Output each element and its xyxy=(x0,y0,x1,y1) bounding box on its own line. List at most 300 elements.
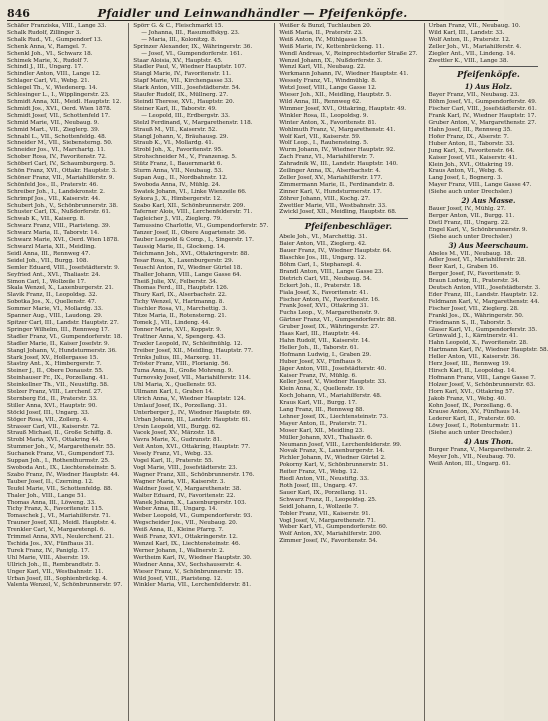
subsection-heading: 1) Aus Holz. xyxy=(464,82,513,92)
list-item: Abeles M., VII., Neubaug. 18. xyxy=(428,250,513,257)
list-item: Tröster Franz, VIII., Florianig. 56. xyxy=(133,361,231,368)
list-item: Strohschneider M., V., Franzensg. 5. xyxy=(133,154,237,161)
list-item: Schindler Anton, VIII., Lange 12. xyxy=(7,71,101,78)
list-item: Müller Johann, XVI., Thaliastr. 6. xyxy=(279,434,373,441)
section-heading: Pfeifenbeschläger. xyxy=(304,222,393,233)
list-item: Trattner Anna, V., Spengerg. 43. xyxy=(133,333,226,340)
list-item: Stangl Johann, V., Bräuhausg. 29. xyxy=(133,133,229,140)
page-number: 846 xyxy=(7,7,30,20)
list-item: Umlauf Josef, IX., Porzellang. 31. xyxy=(133,402,227,409)
list-item: Ullrich Joh., II., Rembrandtstr. 5. xyxy=(7,561,101,568)
list-item: Kaiser Franz, IV., Mühlg. 6. xyxy=(279,372,357,379)
list-item: Jäger Anton, VIII., Josefstädterstr. 40. xyxy=(279,365,387,372)
list-item: Schneider Jos., VI., Marchartg. 11. xyxy=(7,147,106,154)
list-item: Wendl Andreas, V., Reinprechtsdorfer Straße 27. xyxy=(279,50,418,57)
list-item: Unterberger J., IV., Wiedner Hauptstr. 69. xyxy=(133,409,252,416)
list-item: Ziegler Ant., VII., Lindeng. 14. xyxy=(428,50,516,57)
list-item: Tischler Rosa, VI., Marchettig. 3. xyxy=(133,306,228,313)
list-item: Stastny Ant., X., Himbergerstr. 7. xyxy=(7,361,102,368)
list-item: Semler Eduard, VIII., Josefstädterstr. 9. xyxy=(7,264,120,271)
list-item: Vavra Marie, X., Gudrunstr. 81. xyxy=(133,437,222,444)
list-item: Hahn Josef, III., Rennweg 35. xyxy=(428,126,512,133)
list-item: (Siehe auch unter Drechsler.) xyxy=(428,189,513,196)
list-item: Huber Josef, XV., Fünfhaus 9. xyxy=(279,358,363,365)
list-item: Zach Franz, VI., Mariahilferstr. 7. xyxy=(279,154,375,161)
list-item: Eckert Joh., II., Praterstr. 18. xyxy=(279,282,362,289)
list-item: Zinner Karl, V., Hundsturmerstr. 17. xyxy=(279,188,382,195)
list-item: Schwarz Marie, XVI., Oerd. Wien 1878. xyxy=(7,237,119,244)
list-item: Stadler Franz, VI., Gumpendorferstr. 18. xyxy=(7,333,123,340)
list-item: Hofer Franz, IX., Alserstr. 7. xyxy=(428,133,509,140)
list-item: Moser Karl, XII., Meidling 23. xyxy=(279,427,364,434)
list-item: — Maria, III., Kolonitzg. 8. xyxy=(141,36,217,43)
list-item: Wimmer Josef, XVI., Ottakring, Hauptstr. 49. xyxy=(279,105,407,112)
list-item: Wagner Franz, XII., Schönbrunnerstr. 176. xyxy=(133,471,255,478)
list-item: Sternberg Ed., II., Praterstr. 33. xyxy=(7,395,98,402)
list-item: Schwarz Franz, VIII., Piaristeng. 39. xyxy=(7,223,111,230)
list-item: Schlager Carl, VI., Webg. 21. xyxy=(7,78,90,85)
list-item: Meyer Joh., VII., Neubaug. 70. xyxy=(428,453,516,460)
list-item: Valenta Wenzel, V., Schönbrunnerstr. 97. xyxy=(7,582,123,589)
list-item: Blaschke Jos., III., Ungarg. 12. xyxy=(279,255,367,262)
list-item: Seidl Anna, III., Rennweg 47. xyxy=(7,250,91,257)
list-item: Neumann Josef, VIII., Lerchenfelderstr. 99. xyxy=(279,441,402,448)
list-item: Wiedner Anna, XV., Sechshauserstr. 4. xyxy=(133,561,242,568)
list-item: Braun Ludwig, II., Praterstr. 34. xyxy=(428,278,520,285)
list-item: Zöhrer Johann, VIII., Kochg. 27. xyxy=(279,195,370,202)
list-item: Trimmel Anna, XVI., Neulerchenf. 21. xyxy=(7,534,114,541)
list-item: Tonner Marie, XVI., Koppstr. 9. xyxy=(133,326,222,333)
list-item: Schön Franz, XVI., Ottakr. Hauptstr. 3. xyxy=(7,168,117,175)
list-item: Novak Franz, X., Laxenburgerstr. 14. xyxy=(279,448,385,455)
list-item: Schöner Franz, VII., Mariahilferstr. 9. xyxy=(7,174,115,181)
list-item: Simon Carl, I., Wollzeile 17. xyxy=(7,278,86,285)
list-item: Sykora J., X., Himbergerstr. 12. xyxy=(133,195,222,202)
list-item: Tauber Leopold & Comp., I., Singerstr. 17. xyxy=(133,237,254,244)
list-item: Waldner Josef, V., Margarethenstr. 38. xyxy=(133,485,242,492)
column-3 xyxy=(274,23,417,721)
list-item: Trauner Josef, XII., Meidl. Hauptstr. 4. xyxy=(7,520,116,527)
list-item: Stütz Franz, I., Bauernmarkt 6. xyxy=(133,161,223,168)
list-item: Wanek Johann, X., Laxenburgerstr. 103. xyxy=(133,499,247,506)
list-item: Friedmann S., II., Taborstr. 5. xyxy=(428,319,513,326)
list-item: Jung Karl, X., Favoritenstr. 64. xyxy=(428,147,515,154)
list-item: Thomas Ferd., III., Hauptstr. 126. xyxy=(133,285,229,292)
list-item: Zeller Josef, XV., Mariahilferstr. 177. xyxy=(279,174,383,181)
list-item: Vesely Franz, VI., Webg. 33. xyxy=(133,451,213,458)
list-item: Engel Karl, V., Schönbrunnerstr. 9. xyxy=(428,226,528,233)
list-item: Strauß M., VII., Kaiserstr. 52. xyxy=(133,126,217,133)
list-item: Hahn Leopold, X., Favoritenstr. 28. xyxy=(428,340,528,347)
list-item: Schindl J., III., Ungarg. 17. xyxy=(7,64,83,71)
list-item: Treiber Josef, XII., Meidling, Hauptstr. 77. xyxy=(133,347,253,354)
list-item: Thaler Joh., VIII., Lange 51. xyxy=(7,492,86,499)
list-item: Wegscheider Jos., VII., Neubaug. 20. xyxy=(133,520,238,527)
list-item: Riedl Anton, VII., Neustiftg. 33. xyxy=(279,476,369,483)
list-item: Schneider M., VII., Siebensterng. 50. xyxy=(7,140,113,147)
list-item: Heller Anton, VII., Kaiserstr. 36. xyxy=(428,354,520,361)
list-item: Uhl Marie, VIII., Alserstr. 19. xyxy=(7,554,90,561)
list-item: Ursin Leopold, VII., Burgg. 62. xyxy=(133,423,221,430)
list-item: Ulrich Anna, V., Wiedner Hauptstr. 124. xyxy=(133,395,246,402)
list-item: Wolf Anton, II., Praterstr. 12. xyxy=(428,36,511,43)
list-item: Stummer Joh., V., Margarethenstr. 55. xyxy=(7,444,115,451)
list-item: Zeilinger Anna, IX., Alserbachstr. 4. xyxy=(279,168,381,175)
list-item: Wurm Johann, IV., Wiedner Hauptstr. 92. xyxy=(279,147,395,154)
list-item: Teichmann Joh., XVI., Ottakringerstr. 88. xyxy=(133,250,250,257)
list-item: Zeller Joh., VI., Mariahilferstr. 4. xyxy=(428,43,522,50)
list-item: Schober Rosa, IV., Favoritenstr. 72. xyxy=(7,154,107,161)
column-2 xyxy=(128,23,268,721)
list-item: Sommer Marie, VI., Mollardg. 33. xyxy=(7,306,103,313)
list-item: Herz Josef, III., Rennweg 19. xyxy=(428,361,511,368)
list-item: Lehner Josef, IX., Liechtensteinstr. 73. xyxy=(279,413,388,420)
list-item: Stangl Marie, IV., Favoritenstr. 11. xyxy=(133,71,231,78)
list-item: Heller Joh., II., Taborstr. 61. xyxy=(279,344,359,351)
list-item: Steinkellner Th., VII., Neustiftg. 58. xyxy=(7,382,109,389)
list-item: Schmid Mart., VII., Zieglerg. 39. xyxy=(7,126,100,133)
list-item: Weiß Franz, XVI., Ottakringerstr. 12. xyxy=(133,534,238,541)
list-item: Schalk Rudolf, Zillinger 3. xyxy=(7,29,82,36)
list-item: Tuma Anna, II., Große Mohreng. 9. xyxy=(133,368,234,375)
list-item: Tschida Jos., XV., Fünfhaus 31. xyxy=(7,540,94,547)
list-item: Wolf Leop., I., Rauhensteing. 5. xyxy=(279,140,369,147)
list-item: Spanner Aug., VIII., Laudong. 29. xyxy=(7,313,103,320)
subsection-heading: 3) Aus Meerschaum. xyxy=(448,240,529,250)
list-item: Tomek J., VII., Lindeng. 44. xyxy=(133,319,211,326)
list-item: Eder Franz, III., Landstr. Hauptstr. 12. xyxy=(428,292,538,298)
list-item: Abele Joh., VI., Marchettig. 31. xyxy=(279,234,368,241)
list-item: Wenzl Karl, VII., Neubaug. 22. xyxy=(279,64,366,71)
list-item: Pokorny Karl, V., Schönbrunnerstr. 51. xyxy=(279,462,389,469)
list-item: Keller Josef, V., Wiedner Hauptstr. 33. xyxy=(279,379,387,386)
list-item: Frank Karl, IV., Wiedner Hauptstr. 17. xyxy=(428,113,537,120)
list-item: Stelzer Franz, VIII., Lerchenf. 27. xyxy=(7,389,103,396)
list-item: Thomas Anna, III., Löweng. 33. xyxy=(7,499,96,506)
list-item: Werner Johann, I., Wallnerstr. 2. xyxy=(133,547,225,554)
list-item: Feldmann Karl, V., Margarethenstr. 44. xyxy=(428,298,540,305)
list-item: Skala Wenzel, X., Laxenburgerstr. 21. xyxy=(7,285,114,292)
list-item: Steinhauser Fr., IX., Porzellang. 41. xyxy=(7,375,108,382)
list-item: Weiß Anna, II., Kleine Pfarrg. 7. xyxy=(133,527,224,534)
list-item: Horn Karl, XVI., Ottakring 57. xyxy=(428,388,514,395)
list-item: Schmid Marie, VII., Neubaug. 9. xyxy=(7,119,99,126)
list-item: Sprinzer Alexander, IX., Währingerstr. 36. xyxy=(133,43,253,50)
list-item: Sauer Karl, IX., Porzellang. 11. xyxy=(279,489,368,496)
list-item: Teufel Marie, VII., Schottenfeldg. 88. xyxy=(7,485,113,492)
list-item: Vogl Josef, V., Margarethenstr. 71. xyxy=(279,517,376,524)
list-item: Jakob Franz, VI., Webg. 40. xyxy=(428,395,506,402)
list-item: Urban Franz, VII., Neubaug. 10. xyxy=(428,23,521,29)
list-item: Schwarz Franz, II., Leopoldsg. 25. xyxy=(279,496,377,503)
list-item: Tomaschek J., VI., Mariahilferstr. 71. xyxy=(7,513,111,520)
list-item: Berger Anton, VII., Burgg. 11. xyxy=(428,212,515,219)
list-item: Fiala Josef, X., Favoritenstr. 41. xyxy=(279,289,369,296)
list-item: Schmidt Josef, VII., Schottenfeld 17. xyxy=(7,112,110,119)
list-item: Mayer Anton, II., Praterstr. 71. xyxy=(279,420,367,427)
list-item: Turek Franz, IV., Paniglg. 17. xyxy=(7,547,90,554)
list-item: Stöger Rosa, VII., Zollerg. 4. xyxy=(7,416,89,423)
list-item: Wetzl Josef, VIII., Lange Gasse 12. xyxy=(279,85,377,92)
list-item: Weiß Maria, II., Praterstr. 23. xyxy=(279,29,363,36)
list-item: Werkmann Johann, IV., Wiedner Hauptstr. 41. xyxy=(279,71,409,78)
list-item: Trinks Julius, III., Marxerg. 11. xyxy=(133,354,222,361)
list-item: Straub K., VI., Mollardg. 41. xyxy=(133,140,214,147)
list-item: Swoboda Ant., IX., Liechtensteinstr. 5. xyxy=(7,465,116,471)
list-item: Huber Anton, II., Taborstr. 33. xyxy=(428,140,515,147)
list-item: Fischer Josef, VII., Zieglerg. 28. xyxy=(428,305,519,312)
list-item: Weber Karl, VI., Gumpendorferstr. 60. xyxy=(279,524,388,531)
subsection-heading: 4) Aus Thon. xyxy=(463,437,514,447)
list-item: Staar Aloisia, XV., Hauptstr. 45. xyxy=(133,57,223,64)
list-item: Uhl Maria, X., Quellenstr. 93. xyxy=(133,382,217,389)
list-item: Walter Eduard, IV., Favoritenstr. 22. xyxy=(133,492,236,499)
list-item: Stangl Johann, V., Hundsturmerstr. 36. xyxy=(7,347,117,354)
list-item: Lang Josef, I., Bognerg. 3. xyxy=(428,175,503,182)
list-item: Dietrich Carl, VII., Neubaug. 54. xyxy=(279,275,372,282)
list-item: Stapf Marie, VII., Kirchengasse 33. xyxy=(133,78,234,85)
list-item: Spitzer Carl, III., Landstr. Hauptstr. 27. xyxy=(7,319,119,326)
list-item: Swatek Johann, VI., Linke Wienzeile 66. xyxy=(133,188,247,195)
list-item: Hahn Rudolf, VII., Kaiserstr. 14. xyxy=(279,337,370,344)
list-item: Schenk Anna, V., Ramgel. 7. xyxy=(7,43,87,50)
list-item: Tichy Wenzel, V., Hartmanng. 8. xyxy=(133,299,225,306)
list-item: Adler Josef, VI., Mariahilferstr. 28. xyxy=(428,257,527,264)
list-item: Schenkl Joh., VI., Schwarz 18. xyxy=(7,50,93,57)
list-item: Berger Josef, IV., Favoritenstr. 9. xyxy=(428,271,521,278)
list-item: Kohn Josef, IX., Porzellang. 6. xyxy=(428,402,513,409)
list-item: Fischer Carl, VIII., Josefstädterstr. 61. xyxy=(428,106,537,113)
list-item: Supan Aug., II., Nordbahnstr. 12. xyxy=(133,174,228,181)
list-item: Sobotka Jos., X., Quellenstr. 47. xyxy=(7,299,97,306)
list-item: Hirsch Karl, II., Leopoldsg. 14. xyxy=(428,367,517,374)
list-item: Böhm Josef, VI., Gumpendorferstr. 49. xyxy=(428,99,537,106)
list-item: Vogel Karl, II., Praterstr. 55. xyxy=(133,458,214,465)
list-item: Szabo Karl, XII., Schönbrunnerstr. 209. xyxy=(133,202,246,209)
list-item: Hartmann Karl, IV., Wiedner Hauptstr. 58. xyxy=(428,347,548,354)
list-item: Weiß Marie, IV., Kettenbrückeng. 11. xyxy=(279,43,385,50)
list-item: — Johanna, III., Rasumoffskyg. 23. xyxy=(141,29,240,36)
list-item: Stark Josef, XV., Hollergasse 15. xyxy=(7,354,99,361)
list-item: Winter Anton, X., Favoritenstr. 81. xyxy=(279,119,377,126)
list-item: Kraus Anton, VI., Webg. 6. xyxy=(428,168,504,175)
list-item: Roth Josef, III., Ungarg. 47. xyxy=(279,483,358,489)
list-item: Tamussino Charlotte, VI., Gumpendorferstr. 57. xyxy=(133,223,269,230)
column-4 xyxy=(424,23,548,721)
list-item: Kaiser Josef, VII., Kaiserstr. 41. xyxy=(428,154,518,161)
column-1 xyxy=(7,23,122,721)
list-item: Stiller Anna, XVI., Hauptstr. 90. xyxy=(7,402,98,409)
list-item: Staufer Rudolf, IX., Müllnerg. 27. xyxy=(133,92,229,99)
list-item: Schwab K., VII., Kaiserg. 8. xyxy=(7,216,85,223)
list-item: Fischer Anton, IV., Favoritenstr. 16. xyxy=(279,296,380,303)
list-item: Schönfeld Jos., II., Praterstr. 46. xyxy=(7,181,99,188)
list-item: Zwickl Josef, XII., Meidling, Hauptstr. 68. xyxy=(279,209,397,216)
list-item: Baier Anton, VII., Zieglerg. 42. xyxy=(279,241,367,248)
list-item: Schmidt Jos., XVI., Oerd. Wien 1878. xyxy=(7,105,112,112)
list-item: Steindl Therese, XVI., Hauptstr. 20. xyxy=(133,98,235,105)
list-item: Steiner Karl, II., Taborstr. 49. xyxy=(133,105,217,112)
list-item: Krause Anton, XV., Fünfhaus 14. xyxy=(428,409,521,416)
list-item: Winkler Rosa, II., Leopoldsg. 9. xyxy=(279,112,369,119)
list-item: Vacek Josef, XV., Märzstr. 18. xyxy=(133,430,216,437)
list-item: Turnovsky Josef, VII., Mariahilferstr. 114. xyxy=(133,375,251,382)
list-item: Reiter Franz, VI., Webg. 12. xyxy=(279,469,359,476)
list-item: Weißer & Bunzl, Tuchlauben 20. xyxy=(279,23,372,29)
list-item: Theiß Julie, XV., Felberstr. 34. xyxy=(133,278,218,285)
list-item: Frank Josef, XVI., Ottakring 31. xyxy=(279,303,369,310)
list-item: Tobler Franz, VII., Kaiserstr. 91. xyxy=(279,510,371,517)
list-item: Grünwald J., I., Kärntnerstr. 41. xyxy=(428,333,518,340)
list-item: Urban Josef, III., Sophienbrückg. 4. xyxy=(7,575,108,582)
list-item: Schmidt Anna, XII., Meidl. Hauptstr. 12. xyxy=(7,98,122,105)
list-item: Tauber Josef, II., Czerning. 12. xyxy=(7,478,94,485)
list-item: Unger Karl, VII., Westbahnstr. 11. xyxy=(7,568,104,575)
list-item: — Leopold, III., Erdbergstr. 33. xyxy=(141,112,230,119)
list-item: Schreiber Joh., I., Landskronstr. 2. xyxy=(7,188,105,195)
list-item: Haas Karl, III., Hauptstr. 44. xyxy=(279,331,361,338)
list-item: Springer Wilhelm, III., Rennweg 17. xyxy=(7,326,110,333)
list-item: Weber Leopold, VI., Gumpendorferstr. 93. xyxy=(133,513,253,520)
list-item: Weiß Anton, IV., Mühlgasse 15. xyxy=(279,36,368,43)
list-item: Zwettler Marie, VII., Westbahnstr. 33. xyxy=(279,202,387,209)
list-item: Wertheim Karl, IV., Wiedner Hauptstr. 30. xyxy=(133,554,252,561)
list-item: Schnabl L., VII., Schottenfeldg. 48. xyxy=(7,133,107,140)
list-item: Schubert Joh., V., Schönbrunnerstr. 38. xyxy=(7,202,118,209)
list-item: Urban Johann, III., Landstr. Hauptstr. 61. xyxy=(133,416,251,423)
list-item: Szabo Franz, IV., Wiedner Hauptstr. 44. xyxy=(7,471,120,478)
list-item: Mayer Franz, VIII., Lange Gasse 47. xyxy=(428,182,532,189)
list-item: Schöberl Carl, IV., Schaumburgerg. 5. xyxy=(7,161,115,168)
list-item: Holzer Josef, V., Schönbrunnerstr. 63. xyxy=(428,381,535,388)
list-item: (Siehe auch unter Drechsler.) xyxy=(428,430,513,437)
list-item: Zimmermann Marie, II., Ferdinandstr. 8. xyxy=(279,181,395,188)
list-item: Stark Anton, VIII., Josefstädterstr. 54. xyxy=(133,85,241,92)
list-item: Trenkler Carl, V., Margaretenpl. 6. xyxy=(7,527,106,534)
list-item: Wagner Maria, VII., Kaiserstr. 3. xyxy=(133,478,226,485)
list-item: Gruber Anton, V., Margarethenstr. 27. xyxy=(428,120,537,127)
list-item: Ullmann Karl, I., Graben 14. xyxy=(133,389,214,396)
divider xyxy=(439,66,539,67)
list-item: Swoboda Anna, IV., Mühlg. 24. xyxy=(133,181,221,188)
list-item: Kraus Karl, VII., Burgg. 17. xyxy=(279,400,357,407)
list-item: Sturm Anna, VII., Neubaug. 53. xyxy=(133,168,224,175)
list-item: Böhm Carl, I., Stephanspl. 4. xyxy=(279,262,362,268)
list-item: Bauer Franz, IV., Wiedner Hauptstr. 64. xyxy=(279,248,392,255)
list-item: Teuschl Anton, IV., Wiedner Gürtel 18. xyxy=(133,264,243,271)
list-item: Tanzer Josef, II., Obere Augartenstr. 36. xyxy=(133,230,247,237)
list-item: Thaller Johann, VIII., Lange Gasse 64. xyxy=(133,271,242,278)
running-head: Pfaidler und Leinwandhändler — Pfeifenköpfe. xyxy=(97,6,408,20)
list-item: Pichler Johann, IV., Wiedner Gürtel 2. xyxy=(279,455,386,462)
list-item: Stadler Paul, V., Wiedner Hauptstr. 107. xyxy=(133,64,247,71)
list-item: Zahradnik W., III., Landstr. Hauptstr. 140. xyxy=(279,161,398,168)
list-item: Schwarz Maria, II., Taborstr. 14. xyxy=(7,230,100,237)
list-item: Glaser Karl, VI., Gumpendorferstr. 35. xyxy=(428,326,537,333)
list-item: Gärtner Franz, VI., Gumpendorferstr. 88. xyxy=(279,317,397,324)
list-item: Wieser Joh., XII., Meidling, Hauptstr. 5. xyxy=(279,92,392,99)
list-item: Seyfried Ant., XVI., Thaliastr. 24. xyxy=(7,271,101,278)
divider xyxy=(289,218,407,219)
list-item: Strobl Joh., X., Favoritenstr. 95. xyxy=(133,147,223,154)
list-item: Gruber Josef, IX., Währingerstr. 27. xyxy=(279,324,380,331)
subsection-heading: 2) Aus Masse. xyxy=(461,196,516,206)
list-item: Taussig Marie, II., Glockeng. 14. xyxy=(133,244,226,250)
section-heading: Pfeifenköpfe. xyxy=(457,70,520,81)
list-item: Schwarzl Maria, XII., Meidling. xyxy=(7,244,96,250)
list-item: Schrimpf Jos., VII., Kaiserstr. 44. xyxy=(7,195,100,202)
list-item: Löwy Josef, I., Rotenturmstr. 11. xyxy=(428,423,521,430)
list-item: Thury Karl, IX., Alserbachstr. 22. xyxy=(133,292,227,299)
list-item: Suppan Joh., I., Rothenthurmstr. 25. xyxy=(7,458,110,465)
list-item: Deutsch Anton, VIII., Josefstädterstr. 3. xyxy=(428,285,540,292)
list-item: Weber Anna, III., Ungarg. 14. xyxy=(133,506,218,513)
list-item: Veit Anton, XVI., Ottakring, Hauptstr. 77. xyxy=(133,444,251,451)
list-item: Winkler Maria, VII., Lerchenfelderstr. 81. xyxy=(133,582,252,589)
list-item: Suchanek Franz, VI., Gumpendorf 73. xyxy=(7,451,115,458)
list-item: Wohlmuth Franz, V., Margarethenstr. 41. xyxy=(279,126,396,133)
list-item: Wild Karl, III., Landstr. 33. xyxy=(428,29,505,36)
list-item: Klein Anna, X., Quellenstr. 19. xyxy=(279,386,365,393)
list-item: Schimek Marie, X., Rudolf 7. xyxy=(7,57,89,64)
list-item: Vogl Marie, VIII., Josefstädterstr. 23. xyxy=(133,465,238,471)
list-item: Bauer Josef, IV., Mühlg. 27. xyxy=(428,206,506,213)
list-item: Burger Franz, V., Margarethenstr. 2. xyxy=(428,447,533,454)
list-item: Lang Franz, III., Rennweg 88. xyxy=(279,407,365,414)
list-item: (Siehe auch unter Drechsler.) xyxy=(428,233,513,240)
list-item: Seidel Joh., VII., Burgg. 108. xyxy=(7,257,89,264)
list-item: Zwettler K., VIII., Lange 38. xyxy=(428,57,509,64)
columns xyxy=(7,23,548,721)
list-item: Fuchs Leop., V., Margarethenstr. 9. xyxy=(279,310,380,317)
list-item: Weiß Anton, III., Ungarg. 61. xyxy=(428,460,511,467)
list-item: Taferner Alois, VIII., Lerchenfelderstr. 71. xyxy=(133,209,253,216)
list-item: Titze Maria, II., Rotensterng. 21. xyxy=(133,313,227,320)
list-item: Zimmer Josef, IV., Favoritenstr. 54. xyxy=(279,538,378,545)
list-item: Steiner J., II., Obere Donaustr. 55. xyxy=(7,368,104,375)
list-item: Hofmann Ludwig, I., Graben 29. xyxy=(279,351,372,358)
list-item: — Josef, VI., Gumpendorferstr. 161. xyxy=(141,50,243,57)
list-item: Seidl Johann, I., Wollzeile 7. xyxy=(279,503,359,510)
list-item: Stöckl Josef, III., Ungarg. 33. xyxy=(7,409,90,416)
list-item: Wolf Karl, VII., Kaiserstr. 59. xyxy=(279,133,361,140)
list-item: Frankl Jos., IX., Währingerstr. 50. xyxy=(428,312,524,319)
list-item: Tesar Rosa, X., Laxenburgerstr. 29. xyxy=(133,257,234,264)
list-item: Koch Johann, VI., Mariahilferstr. 48. xyxy=(279,393,382,400)
list-item: Wessely Franz, VI., Windmühlg. 8. xyxy=(279,78,377,85)
list-item: Wieser Franz, V., Schönbrunnerstr. 15. xyxy=(133,568,244,575)
list-item: Dietl Franz, III., Ungarg. 22. xyxy=(428,219,510,226)
list-item: Schäfer Franziska, VIII., Lange 33. xyxy=(7,23,107,29)
list-item: Schuster Carl, IX., Nußdorferstr. 61. xyxy=(7,209,111,216)
list-item: Brandl Anton, VIII., Lange Gasse 23. xyxy=(279,268,384,275)
list-item: Strasser Carl, VII., Kaiserstr. 72. xyxy=(7,423,100,430)
list-item: Strauß Michael, II., Große Schiffg. 8. xyxy=(7,430,113,437)
list-item: Tichy Franz, X., Favoritenstr. 115. xyxy=(7,506,104,513)
page-header xyxy=(7,4,498,21)
list-item: Beer Karl, I., Graben 16. xyxy=(428,264,499,271)
list-item: Stadler Marie, II., Kaiser Josefstr. 9. xyxy=(7,340,110,347)
list-item: Lederer Karl, II., Praterstr. 60. xyxy=(428,416,516,423)
list-item: Schalk Rud., VI., Gumpendorf 13. xyxy=(7,36,103,43)
list-item: Schlegel Th., V., Wiedenerg. 14. xyxy=(7,85,98,92)
list-item: Wolf Anton, XV., Mariahilferstr. 200. xyxy=(279,531,382,538)
list-item: Spörr G. & C., Fleischmarkt 15. xyxy=(133,23,224,29)
list-item: Traxler Leopold, IV., Schleifmühlg. 12. xyxy=(133,340,243,347)
list-item: Klein Joh., XVI., Ottakring 19. xyxy=(428,161,514,168)
list-item: Tagleicher J., VII., Zieglerg. 79. xyxy=(133,216,222,223)
list-item: Stelzl Ferdinand, V., Margarethenstr. 118. xyxy=(133,119,253,126)
